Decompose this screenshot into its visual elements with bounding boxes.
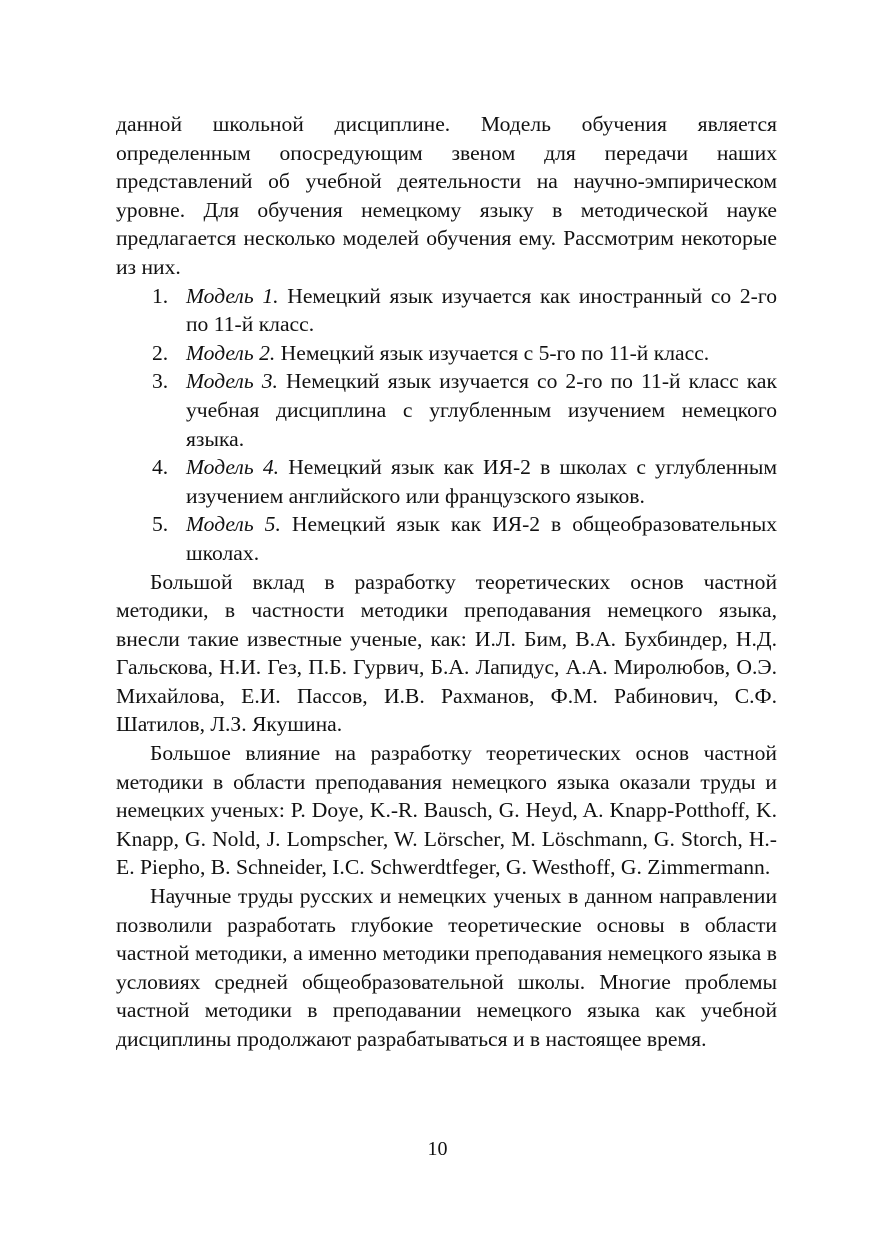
conclusion-paragraph: Научные труды русских и немецких ученых в данном направлении позволили разработать глубокие теоретические основы в области частной методики, а именно методики преподавания немецкого языка в условиях средней общеобразовательной школы. Многие проблемы частной методики в преподавании немецкого языка как учебной дисциплины продолжают разрабатываться и в настоящее время. <box>116 884 777 1051</box>
model-item <box>116 339 777 368</box>
model-list <box>116 282 777 568</box>
model-number: 5. <box>152 512 169 537</box>
model-number: 3. <box>152 369 169 394</box>
model-number: 2. <box>152 340 169 365</box>
model-item <box>116 453 777 510</box>
russian-scholars-paragraph: Большой вклад в разработку теоретических основ частной методики, в частности методики преподавания немецкого языка, внесли такие известные ученые, как: И.Л. Бим, В.А. Бухбиндер, Н.Д. Гальскова, Н.И. Гез, П.Б. Гурвич, Б.А. Лапидус, А.А. Миролюбов, О.Э. Михайлова, Е.И. Пассов, И.В. Рахманов, Ф.М. Рабинович, С.Ф. Шатилов, Л.З. Якушина. <box>116 569 777 737</box>
model-item <box>116 367 777 453</box>
model-title: Модель 1. <box>186 283 279 308</box>
model-title: Модель 2. <box>186 340 276 365</box>
model-text: Немецкий язык как ИЯ-2 в школах с углубленным изучением английского или французского языков. <box>186 455 777 508</box>
model-title: Модель 5. <box>186 512 281 537</box>
model-number: 1. <box>152 283 169 308</box>
model-text: Немецкий язык изучается со 2-го по 11-й класс как учебная дисциплина с углубленным изучением немецкого языка. <box>186 369 777 451</box>
model-item <box>116 282 777 339</box>
model-text: Немецкий язык изучается как иностранный со 2-го по 11-й класс. <box>186 283 777 337</box>
model-text: Немецкий язык изучается с 5-го по 11-й класс. <box>280 340 710 365</box>
page-number: 10 <box>427 1138 448 1160</box>
model-text: Немецкий язык как ИЯ-2 в общеобразовательных школах. <box>186 512 778 565</box>
page-body <box>116 110 777 1054</box>
model-title: Модель 3. <box>186 369 278 394</box>
model-title: Модель 4. <box>186 455 280 480</box>
german-scholars-paragraph: Большое влияние на разработку теоретических основ частной методики в области преподавания немецкого языка оказали труды и немецких ученых: P. Doye, K.-R. Bausch, G. Heyd, A. Knapp-Potthoff, K. Knapp, G. Nold, J. Lompscher, W. Lörscher, M. Löschmann, G. Storch, H.-E. Piepho, B. Schneider, I.C. Schwerdtfeger, G. Westhoff, G. Zimmermann. <box>116 741 777 880</box>
intro-paragraph: данной школьной дисциплине. Модель обучения является определенным опосредующим звеном для передачи наших представлений об учебной деятельности на научно-эмпирическом уровне. Для обучения немецкому языку в методической науке предлагается несколько моделей обучения ему. Рассмотрим некоторые из них. <box>116 112 777 279</box>
model-item <box>116 510 777 567</box>
model-number: 4. <box>152 455 169 480</box>
